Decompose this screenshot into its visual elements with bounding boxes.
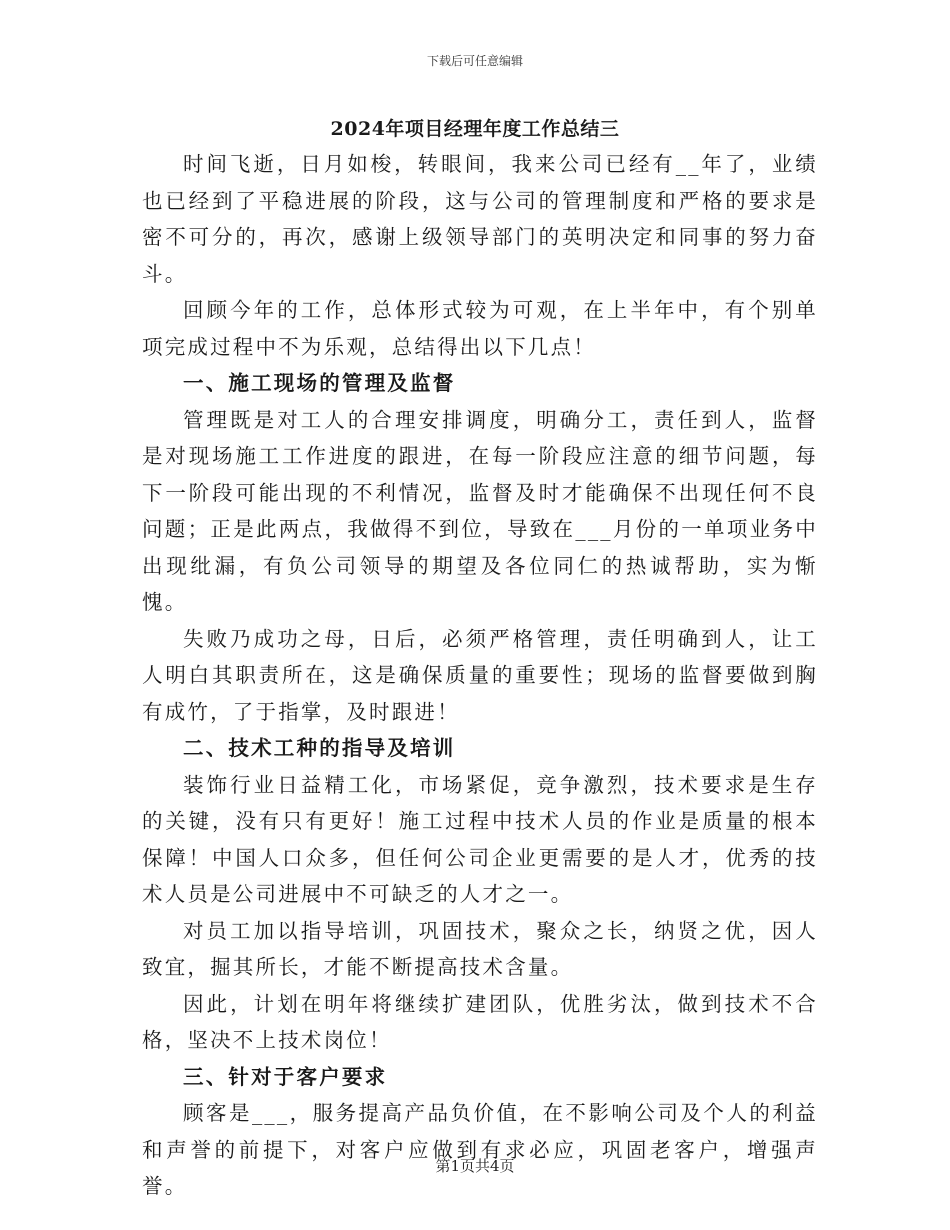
section-heading: 三、针对于客户要求 (183, 1064, 388, 1089)
paragraph: 回顾今年的工作，总体形式较为可观，在上半年中，有个别单项完成过程中不为乐观，总结得出以下几点！ (142, 298, 818, 359)
header-note: 下载后可任意编辑 (426, 54, 523, 68)
paragraph: 对员工加以指导培训，巩固技术，聚众之长，纳贤之优，因人致宜，掘其所长，才能不断提高技术含量。 (142, 918, 818, 979)
section-heading: 二、技术工种的指导及培训 (183, 736, 456, 760)
document-body (142, 146, 818, 1205)
page-number: 第1页共4页 (435, 1157, 515, 1175)
paragraph: 顾客是___，服务提高产品负价值，在不影响公司及个人的利益和声誉的前提下，对客户应做到有求必应，巩固老客户，增强声誉。 (142, 1101, 818, 1198)
paragraph: 时间飞逝，日月如梭，转眼间，我来公司已经有__年了，业绩也已经到了平稳进展的阶段，这与公司的管理制度和严格的要求是密不可分的，再次，感谢上级领导部门的英明决定和同事的努力奋斗。 (142, 152, 818, 286)
document-title: 2024年项目经理年度工作总结三 (330, 118, 620, 140)
section-heading: 一、施工现场的管理及监督 (183, 371, 456, 395)
paragraph: 管理既是对工人的合理安排调度，明确分工，责任到人，监督是对现场施工工作进度的跟进，在每一阶段应注意的细节问题，每下一阶段可能出现的不利情况，监督及时才能确保不出现任何不良问题；正是此两点，我做得不到位，导致在___月份的一单项业务中出现纰漏，有负公司领导的期望及各位同仁的热诚帮助，实为惭愧。 (142, 407, 818, 614)
paragraph: 因此，计划在明年将继续扩建团队，优胜劣汰，做到技术不合格，坚决不上技术岗位！ (142, 991, 818, 1052)
paragraph: 装饰行业日益精工化，市场紧促，竞争激烈，技术要求是生存的关键，没有只有更好！施工过程中技术人员的作业是质量的根本保障！中国人口众多，但任何公司企业更需要的是人才，优秀的技术人员是公司进展中不可缺乏的人才之一。 (142, 772, 818, 906)
paragraph: 失败乃成功之母，日后，必须严格管理，责任明确到人，让工人明白其职责所在，这是确保质量的重要性；现场的监督要做到胸有成竹，了于指掌，及时跟进！ (142, 626, 818, 724)
